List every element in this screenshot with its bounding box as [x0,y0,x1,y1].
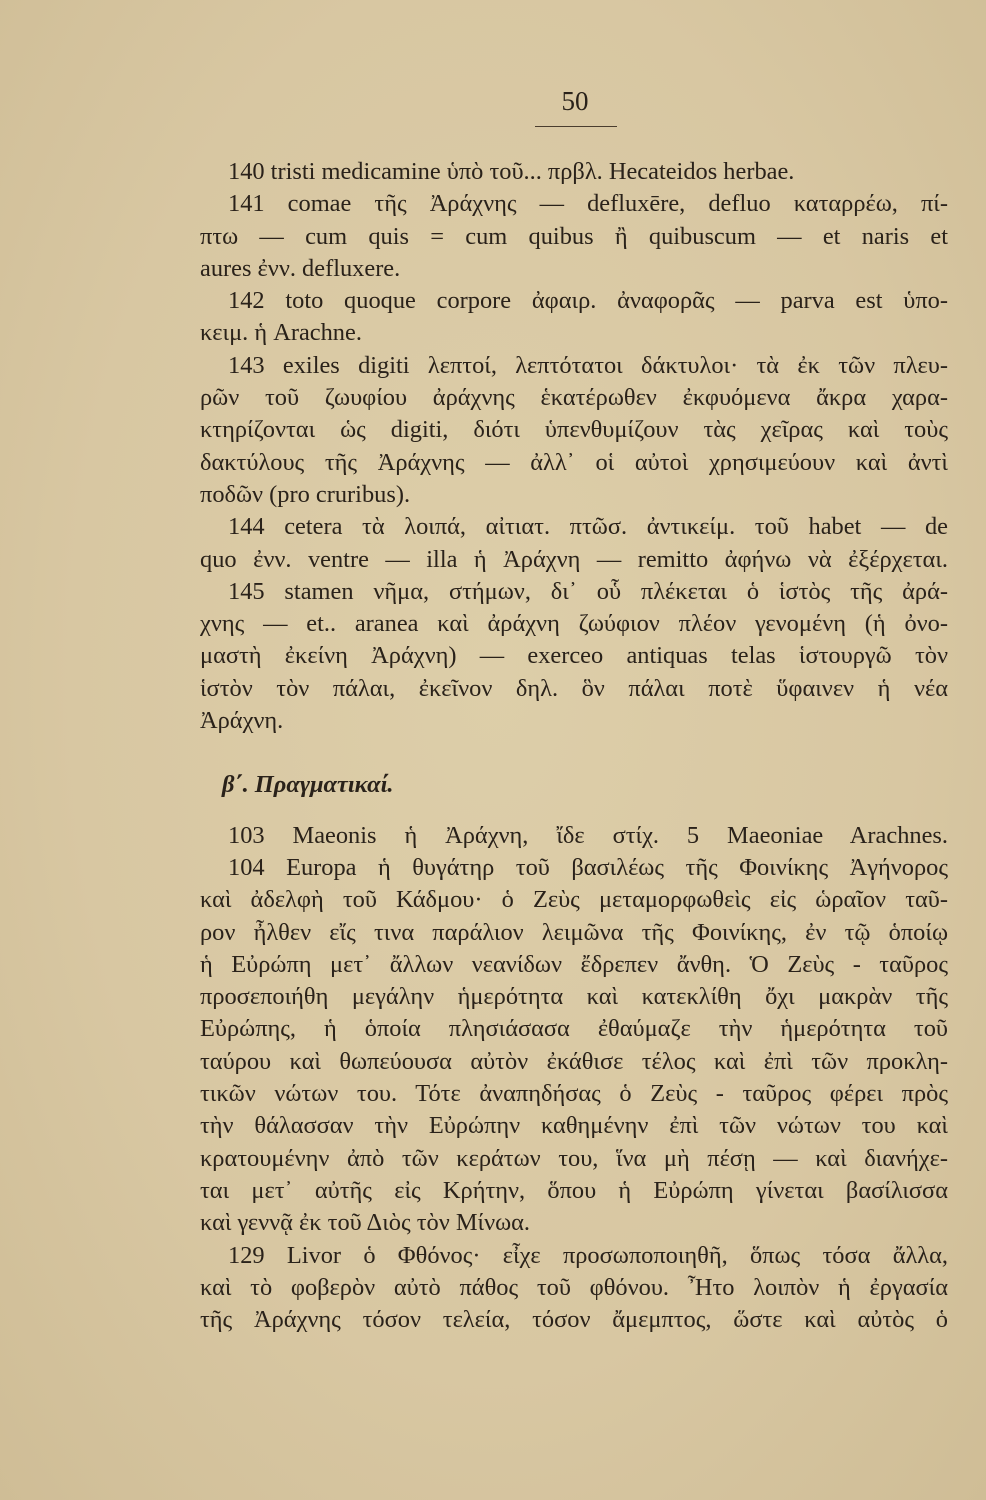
text-line: 145 stamen νῆμα, στήμων, δι᾿ οὗ πλέκεται ὁ ἱστὸς τῆς ἀρά- [228,577,948,605]
notes-block-a [200,156,948,737]
text-line: 129 Livor ὁ Φθόνος· εἶχε προσωποποιηθῆ, ὅπως τόσα ἄλλα, [228,1241,948,1269]
text-line: Εὐρώπης, ἡ ὁποία πλησιάσασα ἐθαύμαζε τὴν ἡμερότητα τοῦ [200,1015,948,1043]
text-line: ἡ Εὐρώπη μετ᾿ ἄλλων νεανίδων ἔδρεπεν ἄνθη. Ὁ Ζεὺς - ταῦρος [200,950,948,978]
text-line: κειμ. ἡ Arachne. [200,319,362,347]
section-heading: β΄. Πραγματικαί. [222,771,394,799]
text-line: 142 toto quoque corpore ἀφαιρ. ἀναφορᾶς — parva est ὑπο- [228,287,948,315]
notes-block-b [200,820,948,1337]
text-line: καὶ ἀδελφὴ τοῦ Κάδμου· ὁ Ζεὺς μεταμορφωθεὶς εἰς ὡραῖον ταῦ- [200,886,948,914]
text-line: δακτύλους τῆς Ἀράχνης — ἀλλ᾿ οἱ αὐτοὶ χρησιμεύουν καὶ ἀντὶ [200,448,948,476]
text-line: προσεποιήθη μεγάλην ἡμερότητα καὶ κατεκλίθη ὄχι μακρὰν τῆς [200,983,948,1011]
text-line: ταύρου καὶ θωπεύουσα αὐτὸν ἐκάθισε τέλος καὶ ἐπὶ τῶν προκλη- [200,1047,948,1075]
text-line: ρον ἦλθεν εἴς τινα παράλιον λειμῶνα τῆς Φοινίκης, ἐν τῷ ὁποίῳ [200,918,948,946]
text-line: τικῶν νώτων του. Τότε ἀναπηδήσας ὁ Ζεὺς - ταῦρος φέρει πρὸς [200,1080,948,1108]
text-line: 103 Maeonis ἡ Ἀράχνη, ἴδε στίχ. 5 Maeoniae Arachnes. [228,821,948,849]
text-line: Ἀράχνη. [200,707,284,735]
text-line: μαστὴ ἐκείνη Ἀράχνη) — exerceo antiquas telas ἱστουργῶ τὸν [200,642,948,670]
text-line: κτηρίζονται ὡς digiti, διότι ὑπενθυμίζουν τὰς χεῖρας καὶ τοὺς [200,416,948,444]
text-line: 144 cetera τὰ λοιπά, αἰτιατ. πτῶσ. ἀντικείμ. τοῦ habet — de [228,513,948,541]
text-line: ποδῶν (pro cruribus). [200,480,411,508]
text-line: aures ἐνν. defluxere. [200,254,401,282]
page-number: 50 [561,86,589,116]
text-line: τὴν θάλασσαν τὴν Εὐρώπην καθημένην ἐπὶ τῶν νώτων του καὶ [200,1112,948,1140]
text-line: τῆς Ἀράχνης τόσον τελεία, τόσον ἄμεμπτος, ὥστε καὶ αὐτὸς ὁ [200,1306,948,1334]
text-line: χνης — et.. aranea καὶ ἀράχνη ζωύφιον πλέον γενομένη (ἡ ὀνο- [200,610,948,638]
text-line: ται μετ᾿ αὐτῆς εἰς Κρήτην, ὅπου ἡ Εὐρώπη γίνεται βασίλισσα [200,1176,948,1204]
text-line: 104 Europa ἡ θυγάτηρ τοῦ βασιλέως τῆς Φοινίκης Ἀγήνορος [228,853,948,881]
text-line: καὶ γεννᾷ ἐκ τοῦ Διὸς τὸν Μίνωα. [200,1209,531,1237]
text-line: quo ἐνν. ventre — illa ἡ Ἀράχνη — remitto ἀφήνω νὰ ἐξέρχεται. [200,545,948,573]
page-number-rule [535,126,617,127]
text-line: 143 exiles digiti λεπτοί, λεπτότατοι δάκτυλοι· τὰ ἐκ τῶν πλευ- [228,351,948,379]
text-line: πτω — cum quis = cum quibus ἢ quibuscum — et naris et [200,222,948,250]
text-line: καὶ τὸ φοβερὸν αὐτὸ πάθος τοῦ φθόνου. Ἦτο λοιπὸν ἡ ἐργασία [200,1273,948,1301]
text-line: ρῶν τοῦ ζωυφίου ἀράχνης ἑκατέρωθεν ἐκφυόμενα ἄκρα χαρα- [200,384,948,412]
text-line: ἱστὸν τὸν πάλαι, ἐκεῖνον δηλ. ὃν πάλαι ποτὲ ὕφαινεν ἡ νέα [200,674,948,702]
text-line: 140 tristi medicamine ὑπὸ τοῦ... πρβλ. Hecateidos herbae. [228,158,795,185]
text-line: 141 comae τῆς Ἀράχνης — defluxēre, defluo καταρρέω, πί- [228,190,948,218]
commentary-text [200,156,948,1336]
text-line: κρατουμένην ἀπὸ τῶν κεράτων του, ἵνα μὴ πέσῃ — καὶ διανήχε- [200,1144,948,1172]
